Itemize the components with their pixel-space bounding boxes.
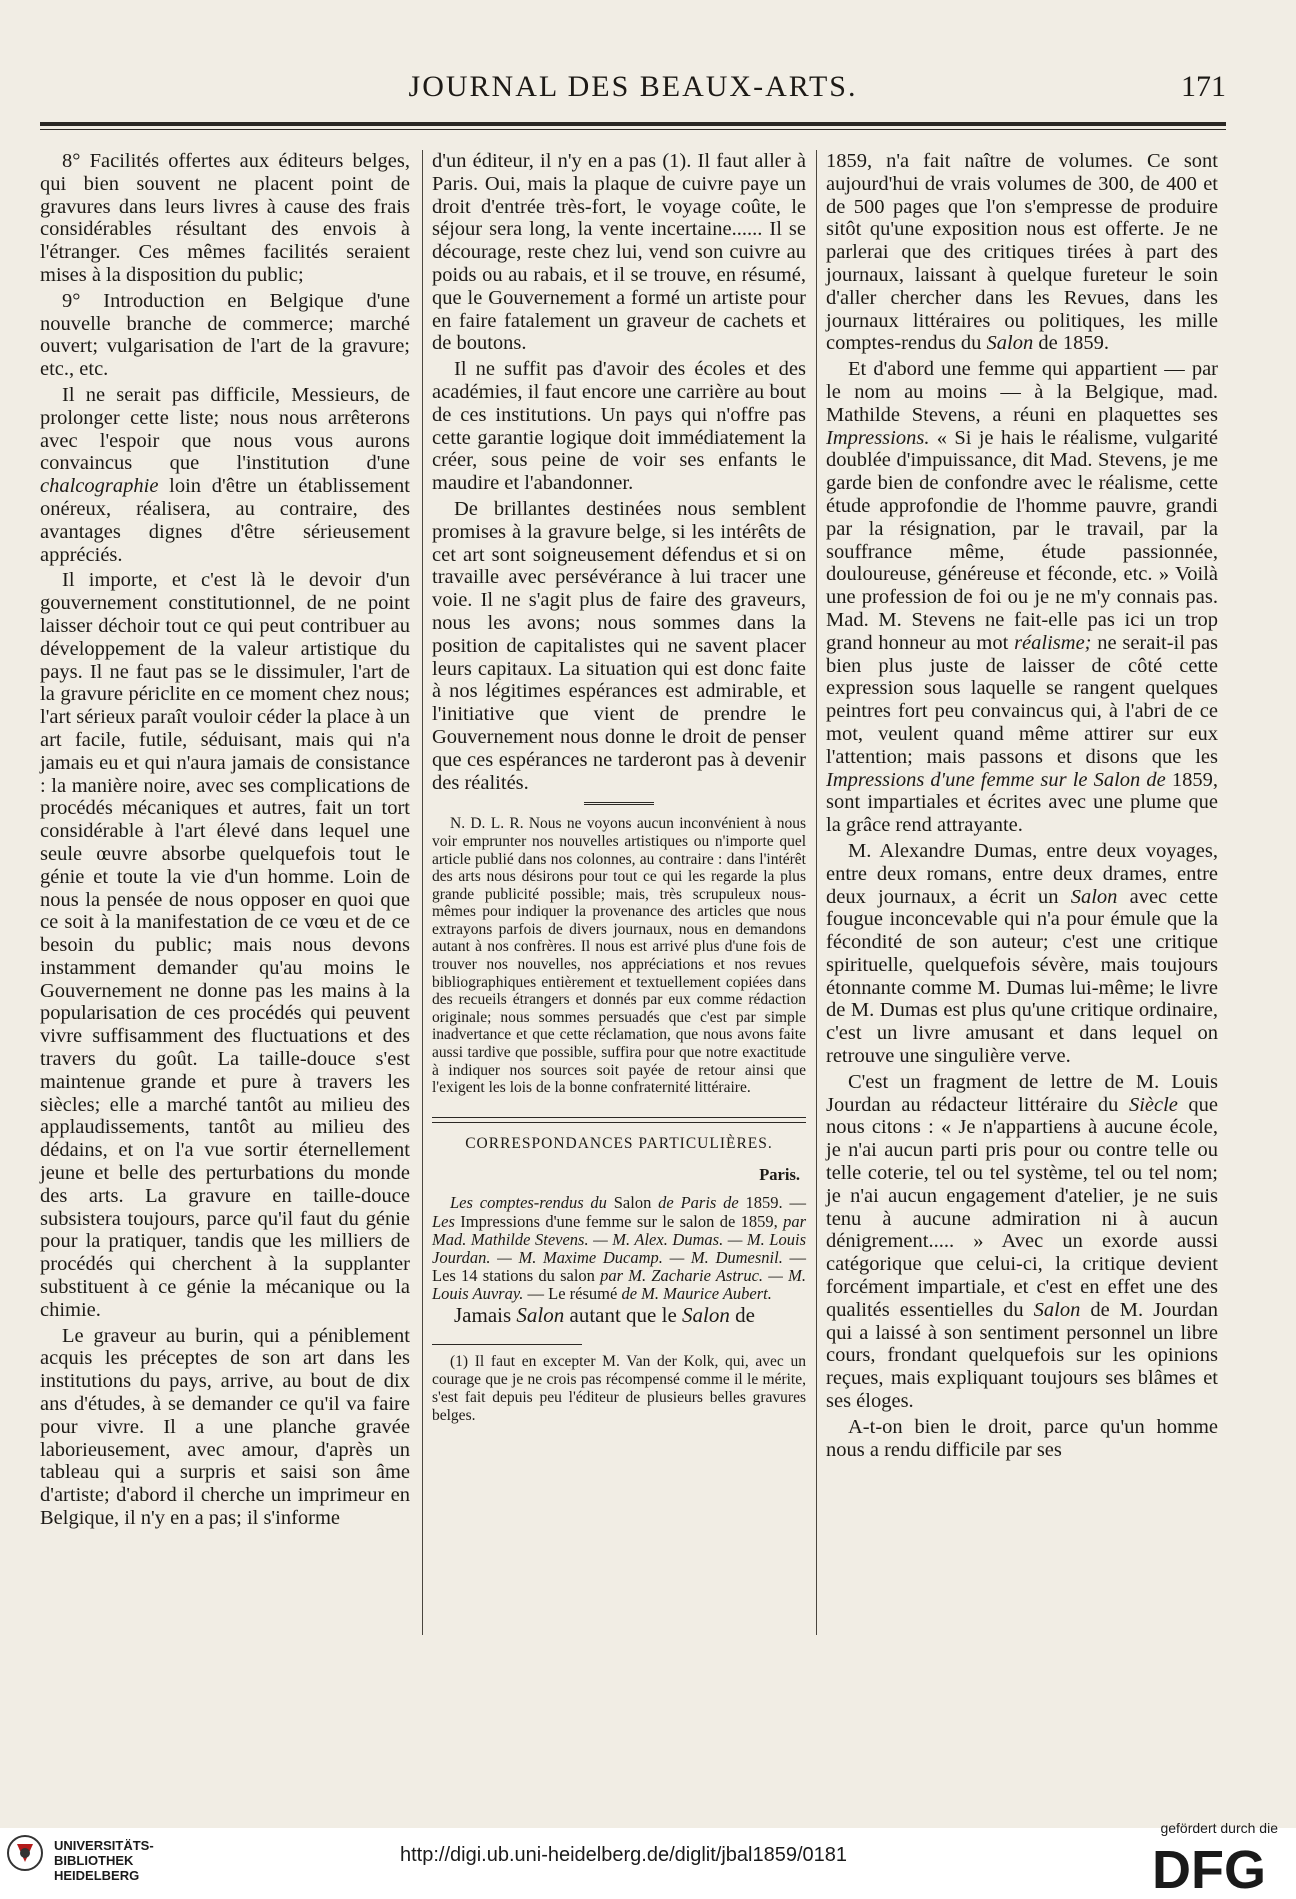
separator-rule <box>584 804 654 805</box>
footnote: (1) Il faut en excepter M. Van der Kolk, qui, avec un courage que je ne crois pas récompensé comme il le mérite, s'est fait depuis peu l'éditeur de plusieurs belles gravures belges. <box>432 1353 806 1424</box>
paragraph: M. Alexandre Dumas, entre deux voyages, entre deux romans, entre deux drames, entre deux journaux, a écrit un Salon avec cette fougue inconcevable qui n'a pour émule que la fécondité de son auteur; c'est une critique spirituelle, quelquefois sévère, mais toujours étonnante comme M. Dumas lui-même; le livre de M. Dumas est plus qu'une critique ordinaire, c'est un livre amusant et dans lequel on retrouve une singulière verve. <box>826 839 1218 1068</box>
university-seal-icon <box>6 1830 44 1876</box>
header-rule-thick <box>40 122 1226 126</box>
italic-term: chalcographie <box>40 475 159 498</box>
column-separator <box>422 150 423 1635</box>
page-number: 171 <box>1181 70 1226 103</box>
column-1 <box>40 150 410 1530</box>
paragraph: Le graveur au burin, qui a péniblement acquis les préceptes de son art dans les institutions du pays, arrive, au bout de dix ans d'études, à se demander ce qu'il va faire pour vivre. Il a une planche gravée laborieusement, avec amour, d'après un tableau qui a surpris et saisi son âme d'artiste; d'abord il cherche un imprimeur en Belgique, il n'y en a pas; il s'informe <box>40 1324 410 1530</box>
section-rule <box>432 1117 806 1123</box>
column-3 <box>826 150 1218 1461</box>
separator-rule <box>584 802 654 803</box>
journal-title: JOURNAL DES BEAUX-ARTS. <box>408 70 858 103</box>
funded-by-label: gefördert durch die <box>1160 1820 1278 1836</box>
section-title: CORRESPONDANCES PARTICULIÈRES. <box>465 1134 773 1152</box>
running-head <box>40 66 1226 106</box>
footnote-rule <box>432 1344 582 1345</box>
paragraph: Il ne serait pas difficile, Messieurs, de prolonger cette liste; nous nous arrêterons avec l'espoir que nous vous aurons convaincus que l'institution d'une chalcographie loin d'être un établissement onéreux, réalisera, au contraire, des avantages dignes d'être sérieusement appréciés. <box>40 383 410 566</box>
lead-line: Jamais Salon autant que le Salon de <box>454 1302 755 1327</box>
paragraph: C'est un fragment de lettre de M. Louis Jourdan au rédacteur littéraire du Siècle que nous citons : « Je n'appartiens à aucune école, je n'ai aucun parti pris pour ou contre telle ou telle coterie, tel ou tel système, tel ou tel nom; je n'ai aucun engagement d'atelier, je ne suis tenu à aucune admiration ni à aucun dénigrement..... » Avec un exorde aussi catégorique que celui-ci, la critique devient forcément impartiale, et c'est en effet une des qualités essentielles du Salon de M. Jourdan qui a laissé à son sentiment personnel un libre cours, frondant quelquefois sur les opinions reçues, mais expliquant toujours ses blâmes et ses éloges. <box>826 1070 1219 1413</box>
column-2 <box>432 150 806 1425</box>
paragraph: Et d'abord une femme qui appartient — par le nom au moins — à la Belgique, mad. Mathilde Stevens, a réuni en plaquettes ses Impressions. « Si je hais le réalisme, vulgarité doublée d'impuissance, dit Mad. Stevens, je me garde bien de confondre avec le réalisme, cette étude approfondie de l'homme pauvre, grandi par la résignation, par le travail, par la souffrance même, étude passionnée, douloureuse, généreuse et féconde, etc. » Voilà une profession de foi ou je ne m'y connais pas. Mad. M. Stevens ne fait-elle pas ici un trop grand honneur au mot réalisme; ne serait-il pas bien plus juste de laisser de côté cette expression sous laquelle se rangent quelques peintres fort peu convaincus qui, à l'abri de ce mot, veulent quand même attirer sur eux l'attention; mais passons et disons que les Impressions d'une femme sur le Salon de 1859, sont impartiales et écrites avec une plume que la grâce rend attrayante. <box>826 358 1219 837</box>
paragraph: A-t-on bien le droit, parce qu'un homme nous a rendu difficile par ses <box>826 1415 1218 1461</box>
paragraph: 1859, n'a fait naître de volumes. Ce sont aujourd'hui de vrais volumes de 300, de 400 et de 500 pages que l'on s'empresse de produire sitôt qu'une exposition nous est offerte. Je ne parlerai que des critiques tirées à part des journaux, laissant à quelque fureteur le soin d'aller chercher dans les Revues, dans les journaux littéraires ou politiques, les mille comptes-rendus du Salon de 1859. <box>826 150 1218 355</box>
paragraph: 8° Facilités offertes aux éditeurs belges, qui bien souvent ne placent point de gravures dans leurs livres à cause des frais considérables résultant des envois à l'étranger. Ces mêmes facilités seraient mises à la disposition du public; <box>40 150 410 286</box>
header-rule-thin <box>40 129 1226 130</box>
paragraph: d'un éditeur, il n'y en a pas (1). Il faut aller à Paris. Oui, mais la plaque de cuivre paye un droit d'entrée très-fort, le voyage coûte, le séjour sera long, la vente incertaine...... Il se décourage, reste chez lui, vend son cuivre au poids ou au rabais, et il se trouve, en résumé, que le Gouvernement a formé un artiste pour en faire fatalement un graveur de cachets et de boutons. <box>432 150 806 355</box>
editorial-note: N. D. L. R. Nous ne voyons aucun inconvénient à nous voir emprunter nos nouvelles artistiques ou n'importe quel article publié dans nos colonnes, au contraire : dans l'intérêt des arts nous désirons pour tout ce qui les regarde la plus grande publicité possible; mais, très scrupuleux nous-mêmes pour indiquer la provenance des articles que nous extrayons parfois de divers journaux, nous en demandons autant à nos confrères. Il nous est arrivé plus d'une fois de trouver nos nouvelles, nos appréciations et nos revues bibliographiques entièrement et textuellement copiées dans des recueils étrangers et donnés par eux comme rédaction originale; nous sommes persuadés que c'est par simple inadvertance et que cette réclamation, que nous avons faite aussi tardive que possible, suffira pour que notre exactitude à indiquer nos sources soit payée de retour ainsi que l'exigent les lois de la bonne confraternité littéraire. <box>432 815 806 1097</box>
permalink-url[interactable]: http://digi.ub.uni-heidelberg.de/diglit/jbal1859/0181 <box>400 1844 848 1866</box>
paragraph: 9° Introduction en Belgique d'une nouvelle branche de commerce; marché ouvert; vulgarisation de l'art de la gravure; etc., etc. <box>40 289 410 381</box>
paragraph: Il importe, et c'est là le devoir d'un gouvernement constitutionnel, de ne point laisser déchoir tout ce qui peut contribuer au développement de la valeur artistique du pays. Il ne faut pas se le dissimuler, l'art de la gravure périclite en ce moment chez nous; l'art sérieux paraît vouloir céder la place à un art facile, futile, séduisant, mais qui n'a jamais eu et qui n'aura jamais de consistance : la manière noire, avec ses complications de procédés mécaniques et autres, fait un tort considérable à l'art élevé dans lequel une seule œuvre absorbe quelquefois tout le génie et toute la vie d'un homme. Loin de nous la pensée de nous opposer en quoi que ce soit à la manifestation de ce vœu et de ce besoin du public; mais nous devons instamment demander qu'au moins le Gouvernement ne donne pas les mains à la popularisation de ces procédés qui peuvent vivre suffisamment des fluctuations et des travers du goût. La taille-douce s'est maintenue grande et pure à travers les siècles; elle a marché tantôt au milieu des applaudissements, tantôt au milieu des dédains, et on l'a vue sortir éternellement jeune et belle des perturbations du monde des arts. La gravure en taille-douce subsistera toujours, parce qu'il faut du génie pour la pratiquer, tandis que les milliers de procédés qui cherchent à la supplanter substituent à ce génie la mécanique ou la chimie. <box>40 569 410 1321</box>
paragraph: De brillantes destinées nous semblent promises à la gravure belge, si les intérêts de cet art sont soigneusement défendus et si on travaille avec persévérance à lui tracer une voie. Il ne s'agit plus de faire des graveurs, nous les avons; nous sommes dans la position de capitalistes qui ne savent placer leurs capitaux. La situation qui est donc faite à nos légitimes espérances est admirable, et l'initiative que vient de prendre le Gouvernement nous donne le droit de penser que ces espérances ne tarderont pas à devenir des réalités. <box>432 497 806 794</box>
paragraph: Il ne suffit pas d'avoir des écoles et des académies, il faut encore une carrière au bout de ces institutions. Un pays qui n'offre pas cette garantie logique doit immédiatement la créer, sous peine de voir ses enfants le maudire et l'abandonner. <box>432 358 806 495</box>
dfg-logo-text: DFG <box>1152 1842 1266 1894</box>
column-separator <box>816 150 817 1635</box>
section-summary: Les comptes-rendus du Salon de Paris de 1859. — Les Impressions d'une femme sur le salon de 1859, par Mad. Mathilde Stevens. — M. Alex. Dumas. — M. Louis Jourdan. — M. Maxime Ducamp. — M. Dumesnil. — Les 14 stations du salon par M. Zacharie Astruc. — M. Louis Auvray. — Le résumé de M. Maurice Aubert. <box>432 1193 806 1304</box>
university-library-label: UNIVERSITÄTS- BIBLIOTHEK HEIDELBERG <box>54 1838 154 1883</box>
dfg-logo <box>1152 1842 1280 1894</box>
section-place: Paris. <box>759 1164 800 1184</box>
